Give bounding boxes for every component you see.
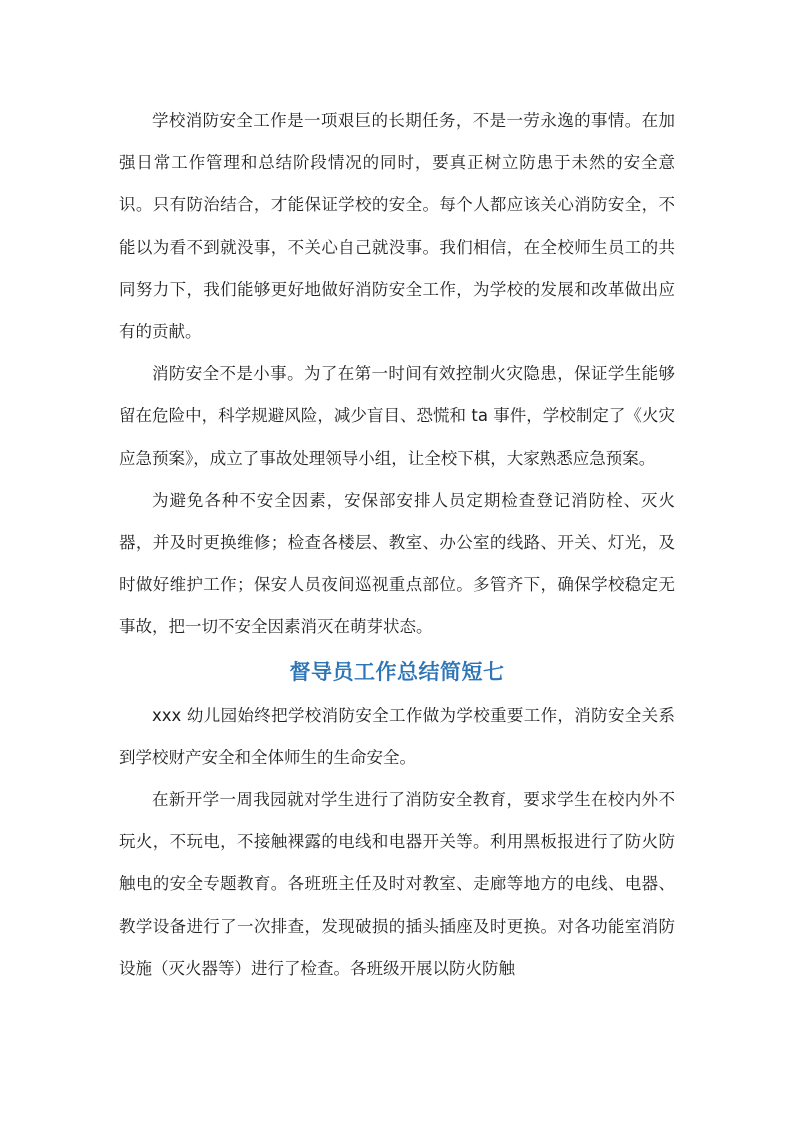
body-paragraph: 为避免各种不安全因素，安保部安排人员定期检查登记消防栓、灭火器，并及时更换维修；检查各楼层、教室、办公室的线路、开关、灯光，及时做好维护工作；保安人员夜间巡视重点部位。多管齐下，确保学校稳定无事故，把一切不安全因素消灭在萌芽状态。 [119,490,675,637]
body-paragraph: 学校消防安全工作是一项艰巨的长期任务，不是一劳永逸的事情。在加强日常工作管理和总结阶段情况的同时，要真正树立防患于未然的安全意识。只有防治结合，才能保证学校的安全。每个人都应该关心消防安全，不能以为看不到就没事，不关心自己就没事。我们相信，在全校师生员工的共同努力下，我们能够更好地做好消防安全工作，为学校的发展和改革做出应有的贡献。 [119,111,675,342]
body-paragraph: xxx 幼儿园始终把学校消防安全工作做为学校重要工作，消防安全关系到学校财产安全和全体师生的生命安全。 [119,705,675,767]
section-heading: 督导员工作总结简短七 [289,659,505,684]
body-paragraph: 消防安全不是小事。为了在第一时间有效控制火灾隐患，保证学生能够留在危险中，科学规避风险，减少盲目、恐慌和 ta 事件，学校制定了《火灾应急预案》，成立了事故处理领导小组，让全校下棋，大家熟悉应急预案。 [119,364,675,468]
body-paragraph: 在新开学一周我园就对学生进行了消防安全教育，要求学生在校内外不玩火，不玩电，不接触裸露的电线和电器开关等。利用黑板报进行了防火防触电的安全专题教育。各班班主任及时对教室、走廊等地方的电线、电器、教学设备进行了一次排查，发现破损的插头插座及时更换。对各功能室消防设施（灭火器等）进行了检查。各班级开展以防火防触 [119,790,675,978]
document-page [119,100,675,990]
